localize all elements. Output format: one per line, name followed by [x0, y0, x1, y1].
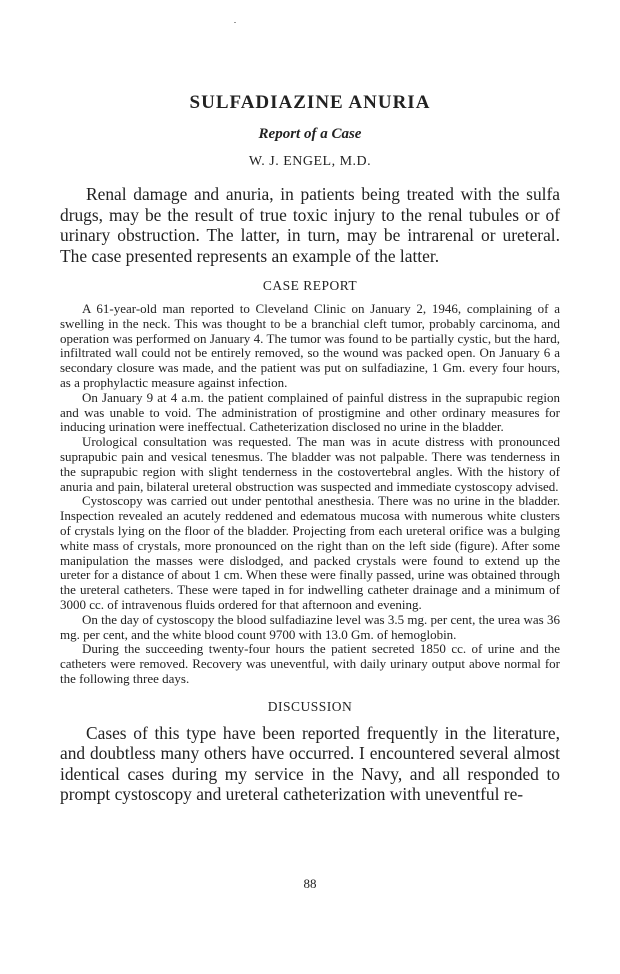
case-paragraph-6: During the succeeding twenty-four hours the patient secreted 1850 cc. of urine and the catheters were removed. Recovery was uneventful, with daily urinary output above normal for the following three days. — [60, 641, 560, 686]
page-number: 88 — [303, 876, 317, 891]
discussion-heading: DISCUSSION — [267, 698, 353, 714]
case-paragraph-5: On the day of cystoscopy the blood sulfadiazine level was 3.5 mg. per cent, the urea was 36 mg. per cent, and the white blood count 9700 with 13.0 Gm. of hemoglobin. — [60, 611, 560, 642]
discussion-paragraph: Cases of this type have been reported frequently in the literature, and doubtless many others have occurred. I encountered several almost identical cases during my service in the Navy, and all responded to prompt cystoscopy and ureteral catheterization with uneventful re- — [60, 722, 560, 805]
case-paragraph-3: Urological consultation was requested. The man was in acute distress with pronounced suprapubic pain and vesical tenesmus. The bladder was not palpable. There was tenderness in the suprapubic region with slight tenderness in the costovertebral angles. With the history of anuria and pain, bilateral ureteral obstruction was suspected and immediate cystoscopy advised. — [60, 434, 560, 494]
article-author: W. J. ENGEL, M.D. — [248, 154, 372, 169]
intro-paragraph: Renal damage and anuria, in patients being treated with the sulfa drugs, may be the result of true toxic injury to the renal tubules or of urinary obstruction. The latter, in turn, may be intrarenal or ureteral. The case presented represents an example of the latter. — [60, 184, 560, 266]
article-title: SULFADIAZINE ANURIA — [189, 92, 431, 113]
scan-speck — [234, 22, 236, 23]
case-paragraph-2: On January 9 at 4 a.m. the patient complained of painful distress in the suprapubic region and was unable to void. The administration of prostigmine and other ordinary measures for inducing urination were ineffectual. Catheterization disclosed no urine in the bladder. — [60, 389, 560, 435]
article-subtitle: Report of a Case — [258, 126, 362, 142]
case-report-heading: CASE REPORT — [262, 278, 358, 293]
case-paragraph-4: Cystoscopy was carried out under pentothal anesthesia. There was no urine in the bladder. Inspection revealed an acutely reddened and edematous mucosa with numerous white clusters of crystals lying on the floor of the bladder. Projecting from each ureteral orifice was a bulging white mass of crystals, more pronounced on the right than on the left side (figure). After some manipulation the masses were dislodged, and packed crystals were found to extend up the ureter for a distance of about 1 cm. When these were finally passed, urine was obtained through the ureteral catheters. These were taped in for indwelling catheter drainage and a minimum of 3000 cc. of intravenous fluids ordered for that afternoon and evening. — [60, 493, 560, 612]
article — [60, 92, 560, 805]
case-paragraph-1: A 61-year-old man reported to Cleveland Clinic on January 2, 1946, complaining of a swelling in the neck. This was thought to be a branchial cleft tumor, probably carcinoma, and operation was performed on January 4. The tumor was found to be partially cystic, but the hard, infiltrated wall could not be entirely removed, so the wound was packed open. On January 6 a secondary closure was made, and the patient was put on sulfadiazine, 1 Gm. every four hours, as a prophylactic measure against infection. — [60, 301, 560, 390]
